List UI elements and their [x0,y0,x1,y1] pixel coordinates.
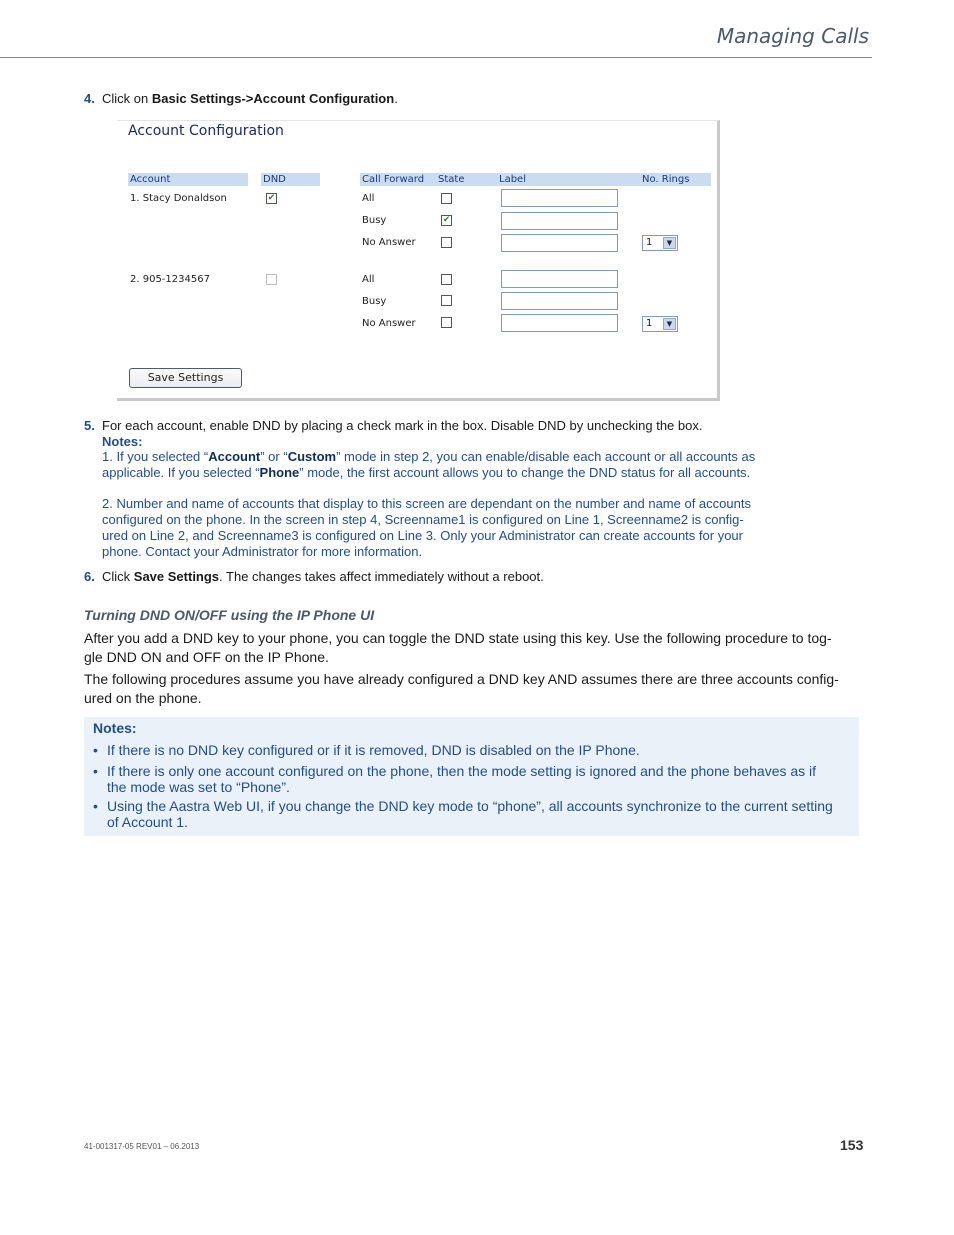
account-name: 2. 905-1234567 [130,274,210,285]
note-item: If there is no DND key configured or if it is removed, DND is disabled on the IP Phone. [107,742,640,758]
note-item: If there is only one account configured on the phone, then the mode setting is ignored and the phone behaves as if the mode was set to “Phone”. [107,763,817,795]
step-text: Click Save Settings. The changes takes affect immediately without a reboot. [102,569,544,584]
forward-type: All [362,193,375,204]
bullet-icon: • [93,742,98,758]
forward-type: Busy [362,296,387,307]
page-number: 153 [840,1137,864,1153]
forward-state-checkbox[interactable] [441,237,452,248]
notes-title: Notes: [93,720,137,736]
forward-type: All [362,274,375,285]
step5-note-2: 2. Number and name of accounts that display to this screen are dependant on the number and name of accounts configured on the phone. In the screen in step 4, Screenname1 is configured on Line 1, Screenname2 is config- ured on Line 2, and Screenname3 is configured on Line 3. Only your Administrator can create accounts for your phone. Contact your Administrator for more information. [102,496,751,559]
forward-type: Busy [362,215,387,226]
column-header-label: Label [497,173,640,186]
forward-label-input[interactable] [501,292,618,310]
rings-select[interactable] [642,235,678,251]
running-header: Managing Calls [716,24,869,48]
section-heading: Turning DND ON/OFF using the IP Phone UI [84,607,375,623]
bullet-icon: • [93,798,98,814]
dnd-checkbox[interactable] [266,193,277,204]
step-number: 6. [84,569,95,584]
check-icon: ✔ [267,193,276,203]
forward-label-input[interactable] [501,234,618,252]
forward-type: No Answer [362,318,416,329]
note-item: Using the Aastra Web UI, if you change the DND key mode to “phone”, all accounts synchronize to the current setting of Account 1. [107,798,833,830]
account-name: 1. Stacy Donaldson [130,193,227,204]
step5-note-1: 1. If you selected “Account” or “Custom” mode in step 2, you can enable/disable each account or all accounts as applicable. If you selected “Phone” mode, the first account allows you to change the DND status for all accounts. [102,449,756,480]
forward-state-checkbox[interactable] [441,193,452,204]
column-header-dnd: DND [261,173,320,186]
notes-box [84,717,859,836]
column-header-account: Account [128,173,248,186]
forward-label-input[interactable] [501,189,618,207]
step-4 [84,91,784,107]
chevron-down-icon: ▼ [663,318,676,330]
step-6 [84,569,784,585]
section-paragraph-2: The following procedures assume you have already configured a DND key AND assumes there are three accounts config- ured on the phone. [84,671,839,706]
dnd-checkbox[interactable] [266,274,277,285]
panel-title: Account Configuration [128,123,284,139]
step-5 [84,418,784,434]
bullet-icon: • [93,763,98,779]
step-number: 4. [84,91,95,106]
column-header-state: State [436,173,497,186]
step-text: Click on Basic Settings->Account Configuration. [102,91,398,106]
step5-notes-title: Notes: [102,434,143,449]
forward-state-checkbox[interactable] [441,215,452,226]
account-configuration-panel [117,120,720,401]
forward-label-input[interactable] [501,212,618,230]
rings-value: 1 [646,237,653,248]
column-header-call-forward: Call Forward [360,173,436,186]
step-number: 5. [84,418,95,433]
forward-state-checkbox[interactable] [441,295,452,306]
forward-type: No Answer [362,237,416,248]
column-header-rings: No. Rings [640,173,711,186]
chevron-down-icon: ▼ [663,237,676,249]
step-text: For each account, enable DND by placing a check mark in the box. Disable DND by unchecking the box. [102,418,703,433]
forward-label-input[interactable] [501,270,618,288]
forward-label-input[interactable] [501,314,618,332]
rings-select[interactable] [642,316,678,332]
header-rule [0,57,872,58]
forward-state-checkbox[interactable] [441,274,452,285]
save-settings-button[interactable]: Save Settings [129,368,242,388]
section-paragraph-1: After you add a DND key to your phone, you can toggle the DND state using this key. Use the following procedure to tog- gle DND ON and OFF on the IP Phone. [84,630,832,665]
check-icon: ✔ [442,215,451,225]
forward-state-checkbox[interactable] [441,317,452,328]
rings-value: 1 [646,318,653,329]
footer-doc-id: 41-001317-05 REV01 – 06.2013 [84,1142,200,1151]
